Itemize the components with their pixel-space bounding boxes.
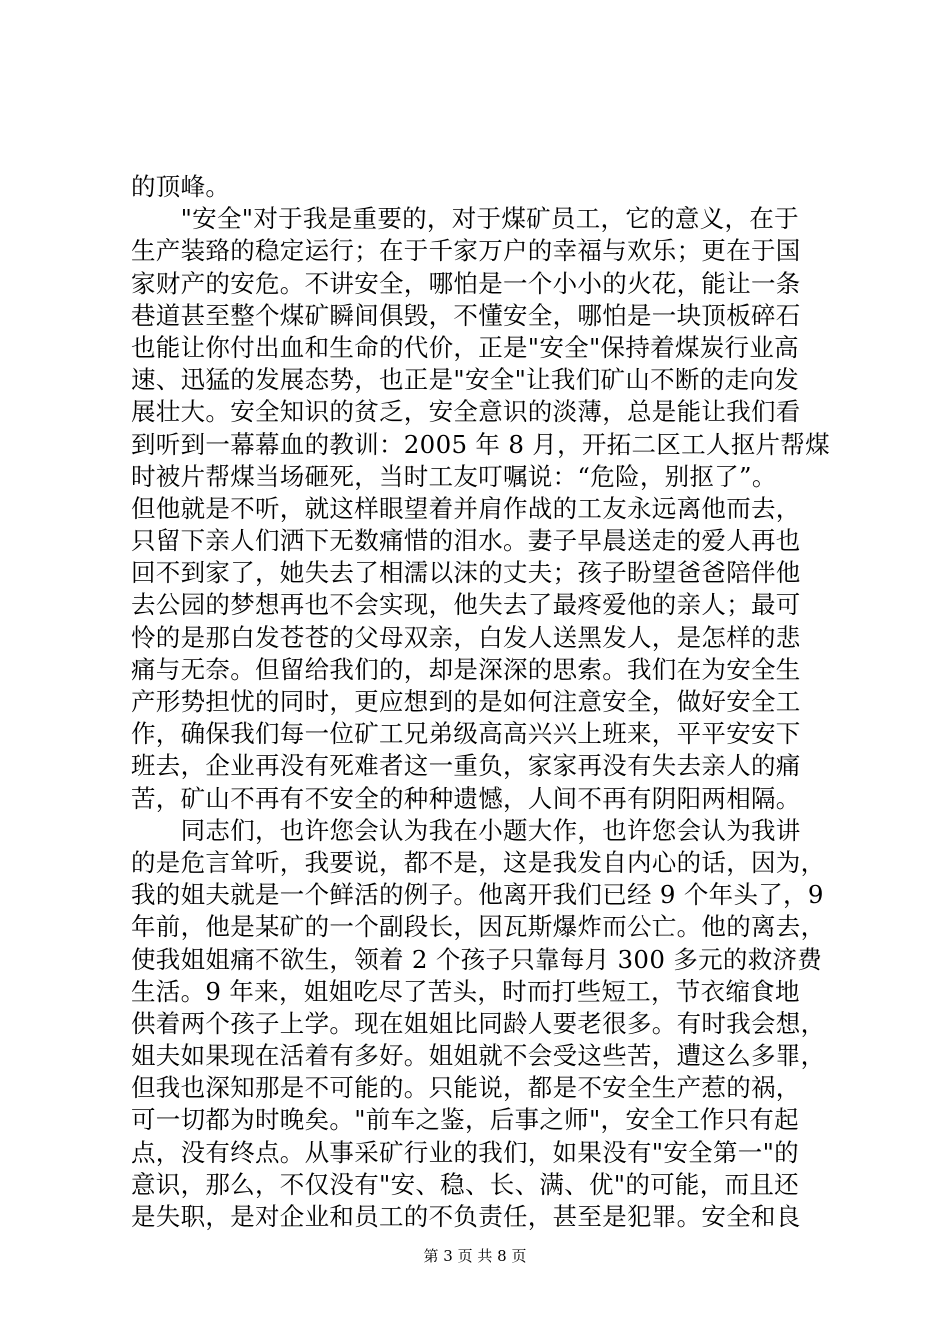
text-line: 可一切都为时晚矣。"前车之鉴，后事之师"，安全工作只有起	[131, 1105, 799, 1135]
text-line: "安全"对于我是重要的，对于煤矿员工，它的意义，在于	[131, 204, 799, 234]
text-line: 生活。9 年来，姐姐吃尽了苦头，时而打些短工，节衣缩食地	[131, 976, 800, 1006]
page-footer: 第 3 页 共 8 页	[423, 1247, 527, 1265]
text-line: 是失职，是对企业和员工的不负责任，甚至是犯罪。安全和良	[131, 1202, 801, 1231]
text-line: 使我姐姐痛不欲生，领着 2 个孩子只靠每月 300 多元的救济费	[131, 944, 823, 974]
text-line: 但他就是不听，就这样眼望着并肩作战的工友永远离他而去，	[131, 493, 801, 523]
text-line: 的是危言耸听，我要说，都不是，这是我发自内心的话，因为，	[131, 847, 826, 877]
text-line: 速、迅猛的发展态势，也正是"安全"让我们矿山不断的走向发	[131, 365, 799, 395]
text-line: 只留下亲人们洒下无数痛惜的泪水。妻子早晨送走的爱人再也	[131, 526, 801, 556]
text-line: 怜的是那白发苍苍的父母双亲，白发人送黑发人，是怎样的悲	[131, 622, 801, 652]
text-line: 家财产的安危。不讲安全，哪怕是一个小小的火花，能让一条	[131, 268, 801, 298]
text-line: 回不到家了，她失去了相濡以沫的丈夫；孩子盼望爸爸陪伴他	[131, 558, 801, 588]
text-line: 去公园的梦想再也不会实现，他失去了最疼爱他的亲人；最可	[131, 590, 801, 620]
text-line: 点，没有终点。从事采矿行业的我们，如果没有"安全第一"的	[131, 1137, 799, 1167]
text-line: 姐夫如果现在活着有多好。姐姐就不会受这些苦，遭这么多罪，	[131, 1041, 826, 1071]
text-line: 到听到一幕幕血的教训：2005 年 8 月，开拓二区工人抠片帮煤	[131, 429, 830, 459]
text-line: 产形势担忧的同时，更应想到的是如何注意安全，做好安全工	[131, 687, 801, 716]
text-line: 但我也深知那是不可能的。只能说，都是不安全生产惹的祸，	[131, 1073, 801, 1103]
body-text	[131, 171, 831, 1233]
text-line: 年前，他是某矿的一个副段长，因瓦斯爆炸而公亡。他的离去，	[131, 912, 826, 942]
text-line: 供着两个孩子上学。现在姐姐比同龄人要老很多。有时我会想，	[131, 1008, 826, 1038]
text-line: 班去，企业再没有死难者这一重负，家家再没有失去亲人的痛	[131, 751, 801, 781]
text-line: 痛与无奈。但留给我们的，却是深深的思索。我们在为安全生	[131, 654, 801, 684]
text-line: 作，确保我们每一位矿工兄弟级高高兴兴上班来，平平安安下	[131, 719, 801, 749]
text-line: 苦，矿山不再有不安全的种种遗憾，人间不再有阴阳两相隔。	[131, 783, 801, 813]
text-line: 的顶峰。	[131, 172, 231, 201]
text-line: 时被片帮煤当场砸死，当时工友叮嘱说：“危险，别抠了”。	[131, 461, 777, 491]
text-line: 生产装臵的稳定运行；在于千家万户的幸福与欢乐；更在于国	[131, 236, 801, 266]
text-line: 同志们，也许您会认为我在小题大作，也许您会认为我讲	[131, 815, 801, 845]
text-line: 我的姐夫就是一个鲜活的例子。他离开我们已经 9 个年头了，9	[131, 880, 824, 910]
text-line: 意识，那么，不仅没有"安、稳、长、满、优"的可能，而且还	[131, 1169, 799, 1199]
text-line: 展壮大。安全知识的贫乏，安全意识的淡薄，总是能让我们看	[131, 397, 801, 427]
text-line: 巷道甚至整个煤矿瞬间俱毁，不懂安全，哪怕是一块顶板碎石	[131, 300, 801, 330]
text-line: 也能让你付出血和生命的代价，正是"安全"保持着煤炭行业高	[131, 332, 799, 362]
